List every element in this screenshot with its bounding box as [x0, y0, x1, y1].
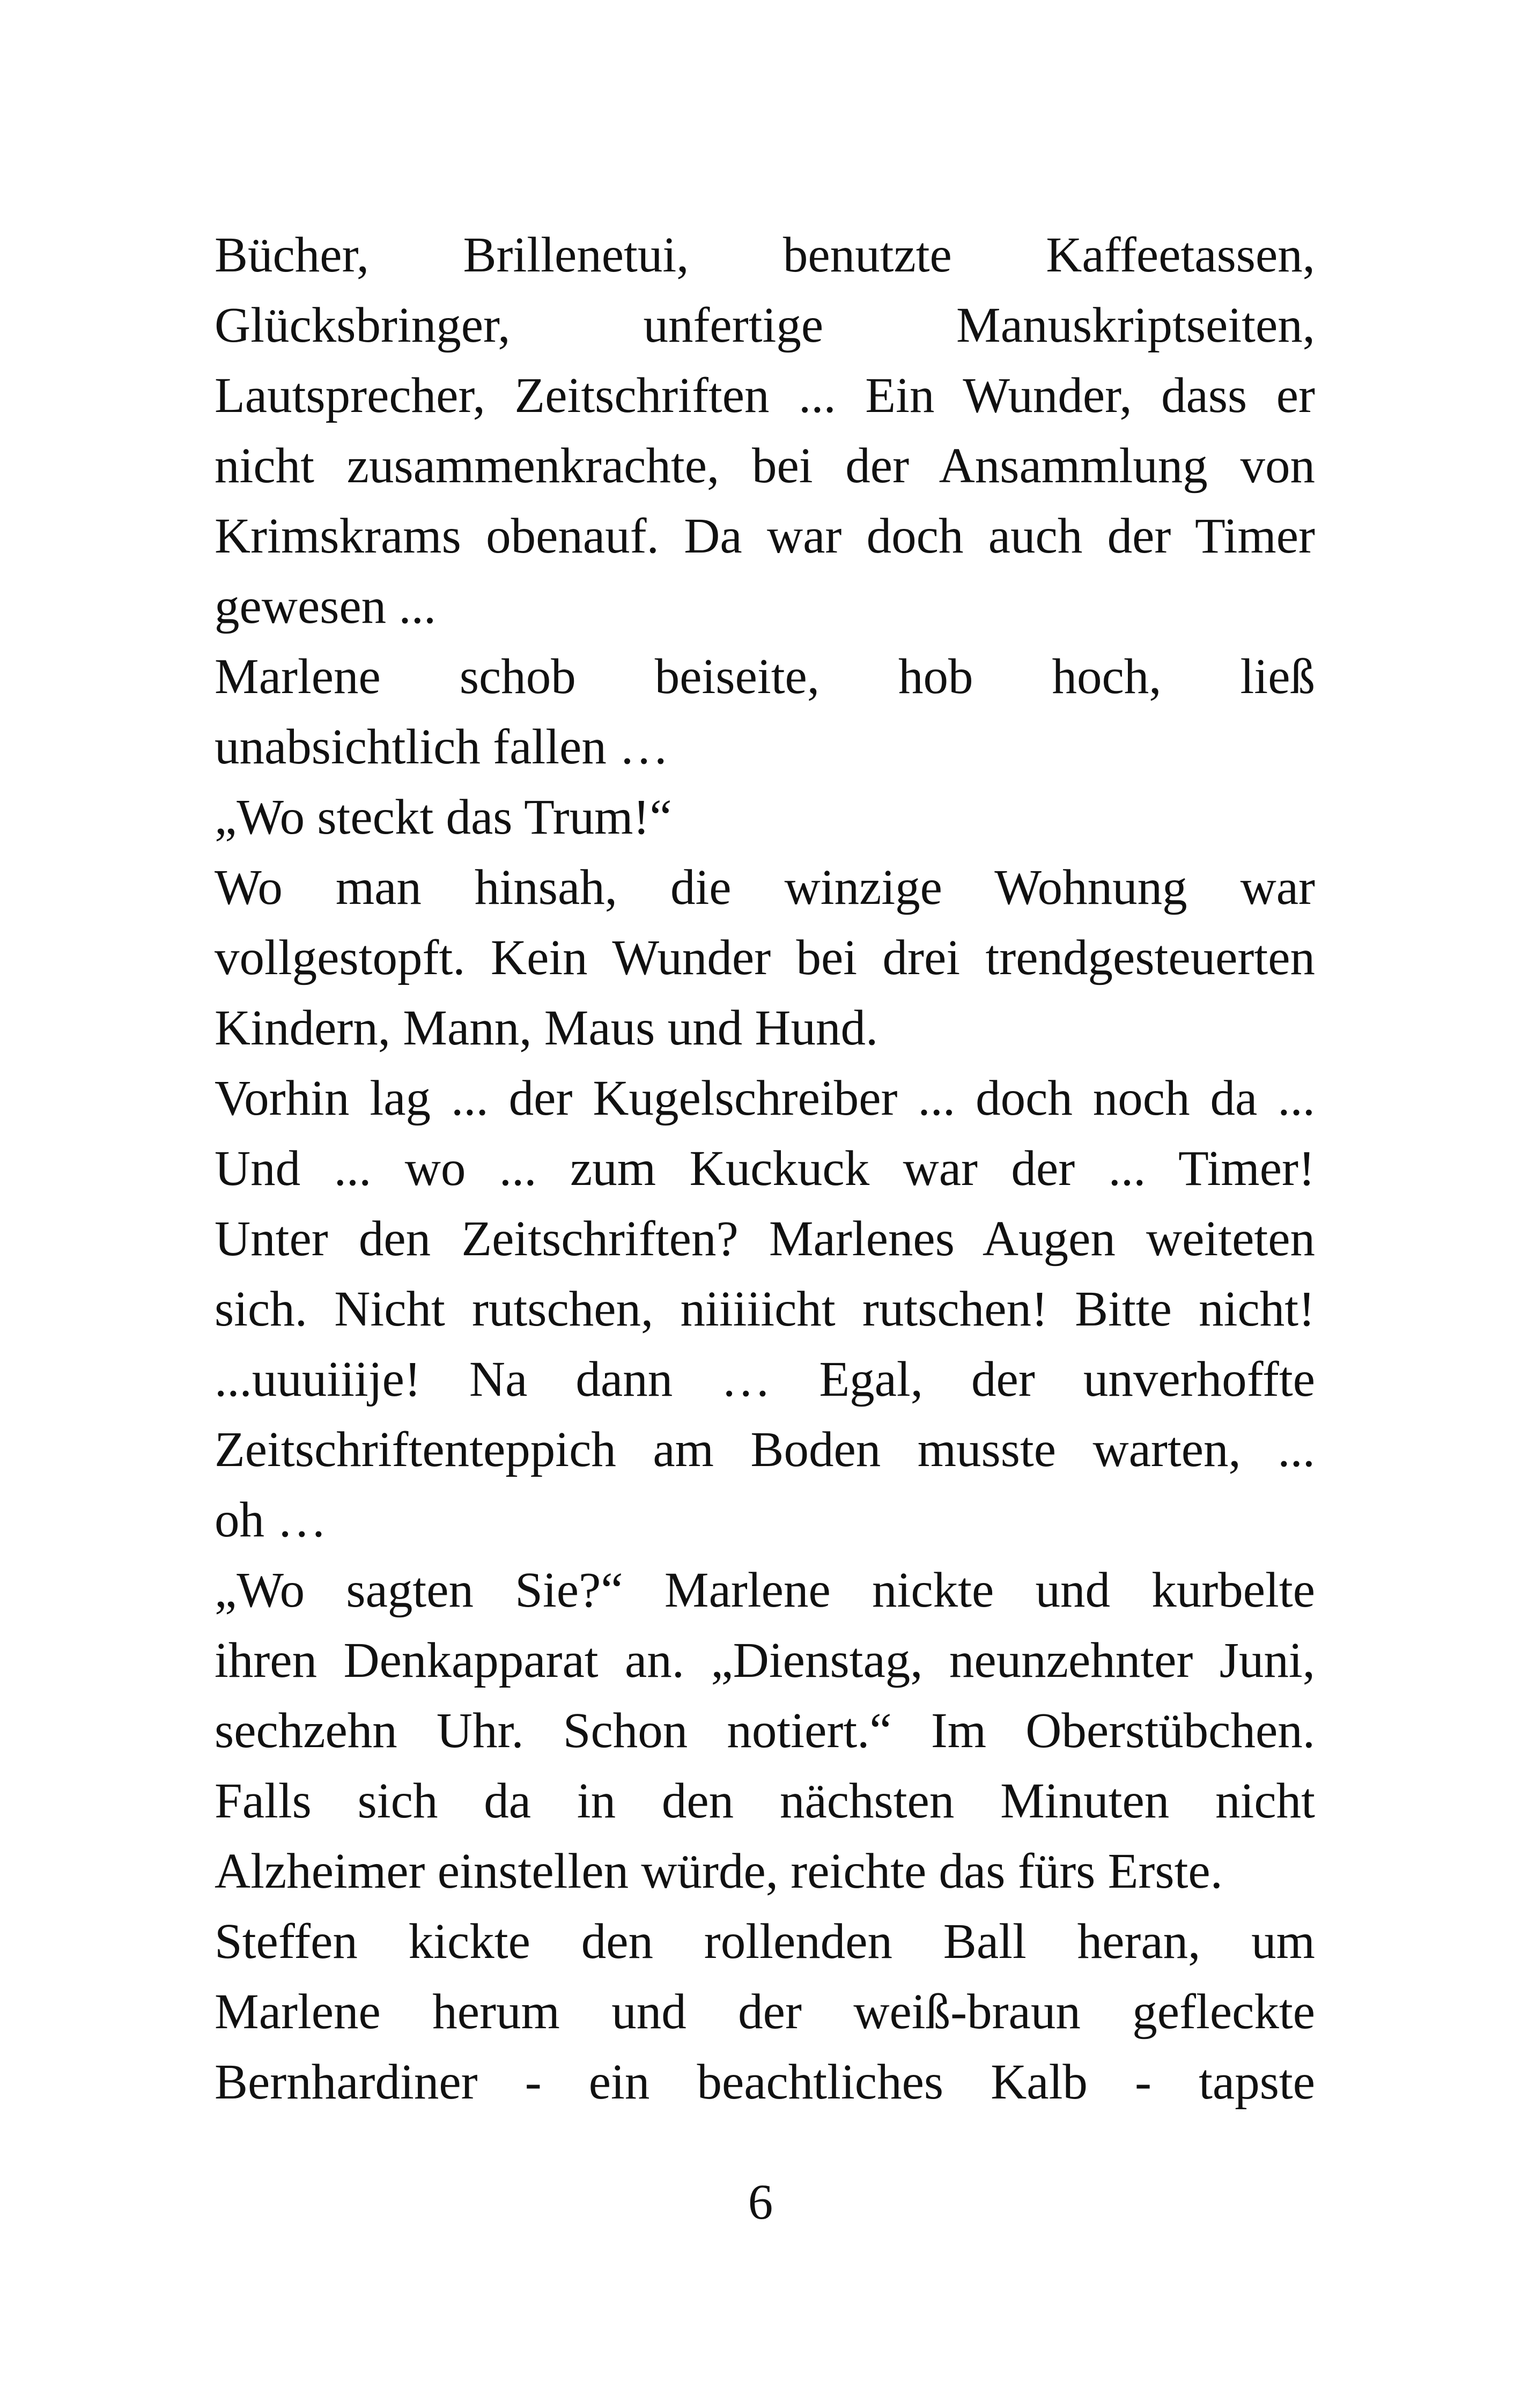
text-line: Marlene schob beiseite, hob hoch, ließ: [215, 649, 1315, 704]
text-line: Lautsprecher, Zeitschriften ... Ein Wunder, dass er: [215, 368, 1315, 423]
text-line: „Wo sagten Sie?“ Marlene nickte und kurbelte: [215, 1563, 1315, 1618]
text-line: „Wo steckt das Trum!“: [215, 790, 672, 845]
text-line: Vorhin lag ... der Kugelschreiber ... doch noch da ...: [215, 1071, 1315, 1126]
text-line: Bernhardiner - ein beachtliches Kalb - tapste: [215, 2054, 1315, 2110]
text-line: Falls sich da in den nächsten Minuten nicht: [215, 1773, 1315, 1829]
text-line: Zeitschriftenteppich am Boden musste warten, ...: [215, 1422, 1315, 1477]
text-line: Bücher, Brillenetui, benutzte Kaffeetassen,: [215, 227, 1315, 283]
page-number: 6: [748, 2175, 773, 2230]
text-line: ...uuuiiije! Na dann … Egal, der unverhoffte: [215, 1352, 1315, 1407]
text-line: Marlene herum und der weiß-braun gefleckte: [215, 1984, 1315, 2039]
text-line: Unter den Zeitschriften? Marlenes Augen weiteten: [215, 1211, 1315, 1266]
text-line: unabsichtlich fallen …: [215, 719, 669, 775]
text-line: oh …: [215, 1492, 327, 1548]
text-line: sich. Nicht rutschen, niiiiicht rutschen! Bitte nicht!: [215, 1282, 1315, 1337]
text-line: Wo man hinsah, die winzige Wohnung war: [215, 860, 1315, 915]
text-line: nicht zusammenkrachte, bei der Ansammlung von: [215, 438, 1315, 494]
text-line: sechzehn Uhr. Schon notiert.“ Im Oberstübchen.: [215, 1703, 1315, 1758]
text-line: Krimskrams obenauf. Da war doch auch der Timer: [215, 509, 1315, 564]
text-line: Kindern, Mann, Maus und Hund.: [215, 1000, 878, 1056]
text-line: Steffen kickte den rollenden Ball heran, um: [215, 1914, 1315, 1969]
page-body-text: [215, 220, 1315, 2117]
text-line: ihren Denkapparat an. „Dienstag, neunzehnter Juni,: [215, 1633, 1315, 1688]
text-line: Glücksbringer, unfertige Manuskriptseiten,: [215, 298, 1315, 353]
text-line: Und ... wo ... zum Kuckuck war der ... Timer!: [215, 1141, 1315, 1196]
text-line: vollgestopft. Kein Wunder bei drei trendgesteuerten: [215, 930, 1315, 985]
text-line: gewesen ...: [215, 579, 437, 634]
text-line: Alzheimer einstellen würde, reichte das fürs Erste.: [215, 1844, 1223, 1899]
